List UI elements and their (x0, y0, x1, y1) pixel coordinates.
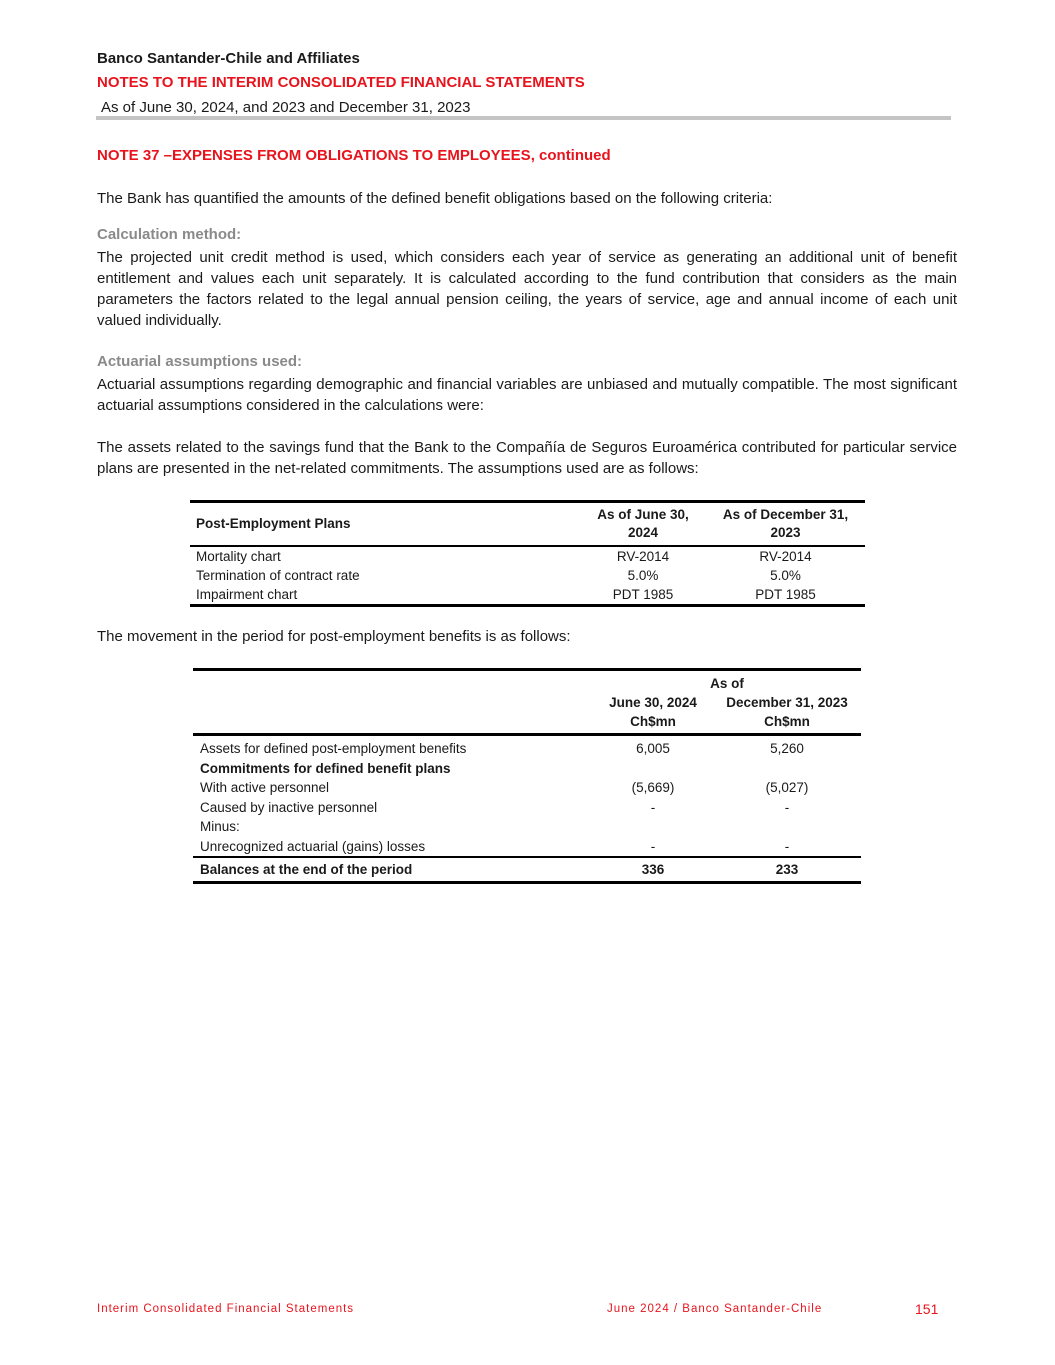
cell-value: 5,260 (770, 741, 804, 756)
column-header-june-line2: 2024 (627, 525, 659, 540)
row-label: With active personnel (200, 780, 330, 795)
cell-value: RV-2014 (759, 549, 812, 564)
cell-value: RV-2014 (616, 549, 670, 564)
column-header-dec-2023: December 31, 2023 (726, 695, 848, 710)
column-header-plans: Post-Employment Plans (196, 516, 351, 531)
header-spacer (193, 670, 593, 694)
savings-paragraph: The assets related to the savings fund that the Bank to the Compañía de Seguros Euroamérica contributed for particular service plans are presented in the net-related commitments. The assumptions used are as follows: (97, 439, 957, 477)
cell-value: - (650, 838, 656, 854)
cell-value: - (784, 799, 790, 815)
row-label: Mortality chart (196, 549, 281, 564)
assumptions-table (190, 500, 865, 607)
column-header-dec-line2: 2023 (770, 525, 801, 540)
column-unit-june: Ch$mn (630, 714, 676, 729)
notes-title: NOTES TO THE INTERIM CONSOLIDATED FINANCIAL STATEMENTS (97, 74, 585, 91)
table-row (193, 817, 861, 837)
group-header-as-of: As of (710, 676, 744, 691)
cell-value: 6,005 (636, 741, 670, 756)
actuarial-heading: Actuarial assumptions used: (97, 353, 303, 370)
calculation-paragraph: The projected unit credit method is used, which considers each year of service as generating an additional unit of benefit entitlement and values each unit separately. It is calculated according to the fund contribution that considers as the main parameters the factors related to the legal annual pension ceiling, the years of service, age and annual income of each unit valued individually. (97, 249, 957, 329)
total-value-dec: 233 (775, 862, 799, 877)
table-row (193, 735, 861, 759)
table-header-row (193, 712, 861, 735)
cell-value (713, 817, 861, 837)
calculation-heading: Calculation method: (97, 226, 242, 243)
cell-value (593, 759, 713, 779)
table-row (190, 566, 865, 585)
cell-value: PDT 1985 (755, 587, 816, 602)
row-label: Impairment chart (196, 587, 298, 602)
column-header-june-2024: June 30, 2024 (609, 695, 697, 710)
column-header-dec-2023 (706, 502, 865, 547)
row-label: Commitments for defined benefit plans (200, 760, 451, 776)
movement-paragraph: The movement in the period for post-employment benefits is as follows: (97, 628, 571, 645)
cell-value (713, 759, 861, 779)
row-label: Minus: (200, 819, 240, 834)
header-spacer (193, 712, 593, 735)
table-row (190, 546, 865, 566)
table-header-row (193, 693, 861, 712)
total-row (193, 857, 861, 882)
total-value-june: 336 (641, 862, 665, 877)
header-divider (96, 116, 951, 120)
company-name: Banco Santander-Chile and Affiliates (97, 50, 360, 67)
table-row (190, 585, 865, 606)
column-header-june-2024 (580, 502, 706, 547)
column-header-june-line1: As of June 30, (597, 507, 689, 522)
footer-document-title: Interim Consolidated Financial Statements (97, 1303, 355, 1315)
table-header-row (193, 670, 861, 694)
column-unit-dec: Ch$mn (764, 714, 810, 729)
table-header-row (190, 502, 865, 547)
movement-table (193, 668, 861, 884)
cell-value: (5,669) (631, 780, 675, 795)
cell-value (593, 817, 713, 837)
cell-value: - (784, 838, 790, 854)
table-row (193, 798, 861, 818)
table-row (193, 837, 861, 858)
note-title: NOTE 37 –EXPENSES FROM OBLIGATIONS TO EMPLOYEES, continued (97, 147, 611, 164)
table-row (193, 778, 861, 798)
row-label: Unrecognized actuarial (gains) losses (200, 838, 426, 854)
row-label: Termination of contract rate (196, 568, 360, 583)
row-label: Assets for defined post-employment benefits (200, 741, 467, 756)
cell-value: 5.0% (627, 568, 659, 583)
cell-value: - (650, 799, 656, 815)
actuarial-paragraph: Actuarial assumptions regarding demographic and financial variables are unbiased and mutually compatible. The most significant actuarial assumptions considered in the calculations were: (97, 376, 957, 414)
cell-value: 5.0% (770, 568, 801, 583)
cell-value: PDT 1985 (612, 587, 674, 602)
cell-value: (5,027) (765, 780, 809, 795)
intro-paragraph: The Bank has quantified the amounts of the defined benefit obligations based on the following criteria: (97, 190, 773, 207)
page-number: 151 (915, 1301, 939, 1317)
date-line: As of June 30, 2024, and 2023 and December 31, 2023 (101, 99, 471, 116)
column-header-dec-line1: As of December 31, (722, 507, 849, 522)
footer-period: June 2024 / Banco Santander-Chile (607, 1303, 823, 1315)
row-label: Caused by inactive personnel (200, 799, 378, 815)
total-label: Balances at the end of the period (200, 862, 413, 877)
header-spacer (193, 693, 593, 712)
table-row (193, 759, 861, 779)
